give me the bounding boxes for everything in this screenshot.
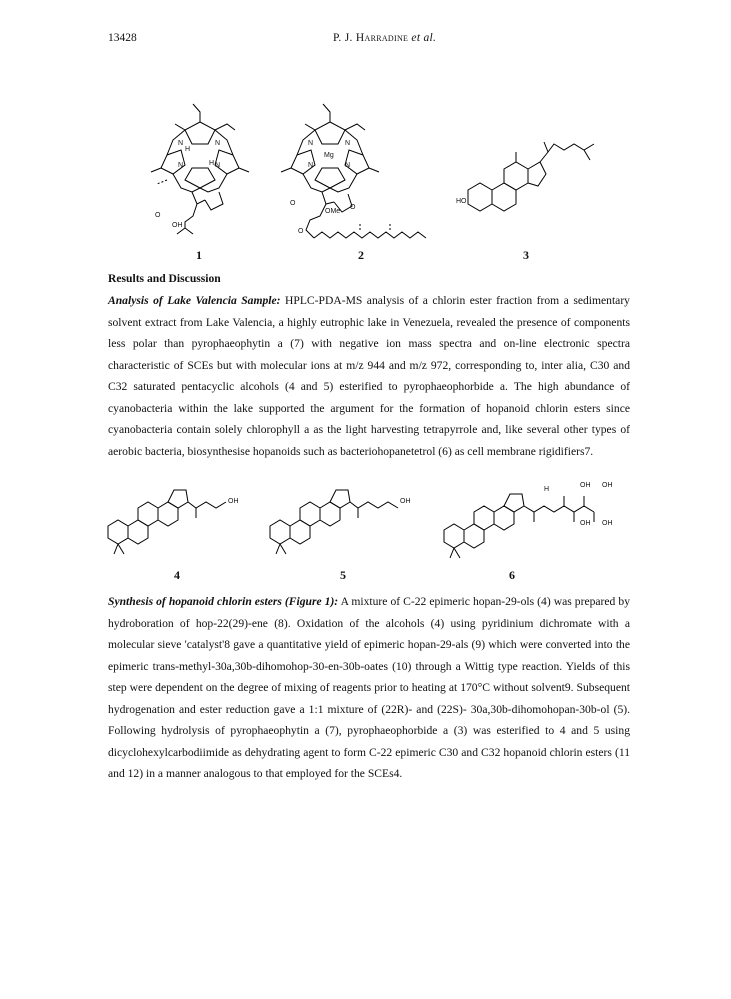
paragraph-synthesis [108,591,630,785]
atom-oh: OH [172,222,183,229]
atom-n: N [178,140,184,147]
atom-ho: HO [456,198,467,205]
page-number: 13428 [108,32,137,44]
atom-n: N [178,162,184,169]
synthesis-runin: Synthesis of hopanoid chlorin esters (Figure 1): [108,595,339,608]
compound-label-4: 4 [174,568,180,582]
atom-oh: OH [580,520,591,527]
compound-label-5: 5 [340,568,346,582]
compound-label-1: 1 [196,248,202,262]
atom-n: N [345,162,351,169]
atom-o: O [290,200,296,207]
structure-5 [262,478,422,558]
atom-n: N [215,140,221,147]
running-title [333,32,436,44]
structure-3 [450,130,610,215]
compound-label-6: 6 [509,568,515,582]
atom-mg: Mg [324,152,334,159]
structure-1 [145,100,255,240]
atom-o: O [350,204,356,211]
atom-n: N [215,162,221,169]
analysis-text: HPLC-PDA-MS analysis of a chlorin ester fraction from a sedimentary solvent extract from Lake Valencia, a highly eutrophic lake in Venezuela, revealed the presence of components less polar than pyrophaeophytin a (7) with negative ion mass spectra and on-line electronic spectra characteristic of SCEs but with molecular ions at m/z 944 and m/z 972, corresponding to, inter alia, C30 and C32 saturated pentacyclic alcohols (4 and 5) esterified to pyrophaeophorbide a. The high abundance of cyanobacteria within the lake supported the argument for the formation of hopanoid chlorin esters since cyanobacteria contain solely chlorophyll a as the light harvesting tetrapyrrole and, like several other types of aerobic bacteria, biosynthesise hopanoids such as bacteriohopanetetrol (6) as cell membrane rigidifiers7. [108,294,630,458]
atom-oh: OH [602,520,613,527]
atom-oh: OH [580,482,591,489]
analysis-runin: Analysis of Lake Valencia Sample: [108,294,281,307]
structure-2 [270,100,440,245]
atom-ome: OMe [325,208,341,215]
atom-n: N [308,162,314,169]
atom-oh: OH [400,498,411,505]
structure-4 [100,478,250,558]
et-al: et al. [411,32,437,44]
atom-h: H [209,160,215,167]
atom-oh: OH [602,482,613,489]
results-heading: Results and Discussion [108,272,221,285]
author-names: P. J. Harradine [333,32,409,44]
atom-o: O [298,228,304,235]
compound-label-2: 2 [358,248,364,262]
synthesis-text: A mixture of C-22 epimeric hopan-29-ols (4) was prepared by hydroboration of hop-22(29)-ene (8). Oxidation of the alcohols (4) using pyridinium dichromate with a molecular sieve 'catalyst'8 gave a quantitative yield of epimeric hopan-29-als (9) which were converted into the epimeric trans-methyl-30a,30b-dihomohop-30-en-30b-oates (10) through a Wittig type reaction. Yields of this step were dependent on the degree of mixing of reagents prior to heating at 170°C without solvent9. Subsequent hydrogenation and ester reduction gave a 1:1 mixture of (22R)- and (22S)- 30a,30b-dihomohopan-30b-ol (5). Following hydrolysis of pyrophaeophytin a (7), pyrophaeophorbide a (3) was esterified to 4 and 5 using dicyclohexylcarbodiimide as dehydrating agent to form C-22 epimeric C30 and C32 hopanoid chlorin esters (11 and 12) in a manner analogous to that employed for the SCEs4. [108,595,630,780]
atom-h: H [185,146,191,153]
structure-6 [436,478,636,563]
paragraph-analysis [108,290,630,462]
atom-n: N [345,140,351,147]
atom-oh: OH [228,498,239,505]
atom-n: N [308,140,314,147]
compound-label-3: 3 [523,248,529,262]
atom-o: O [155,212,161,219]
running-header [108,32,628,48]
atom-h: H [544,486,550,493]
